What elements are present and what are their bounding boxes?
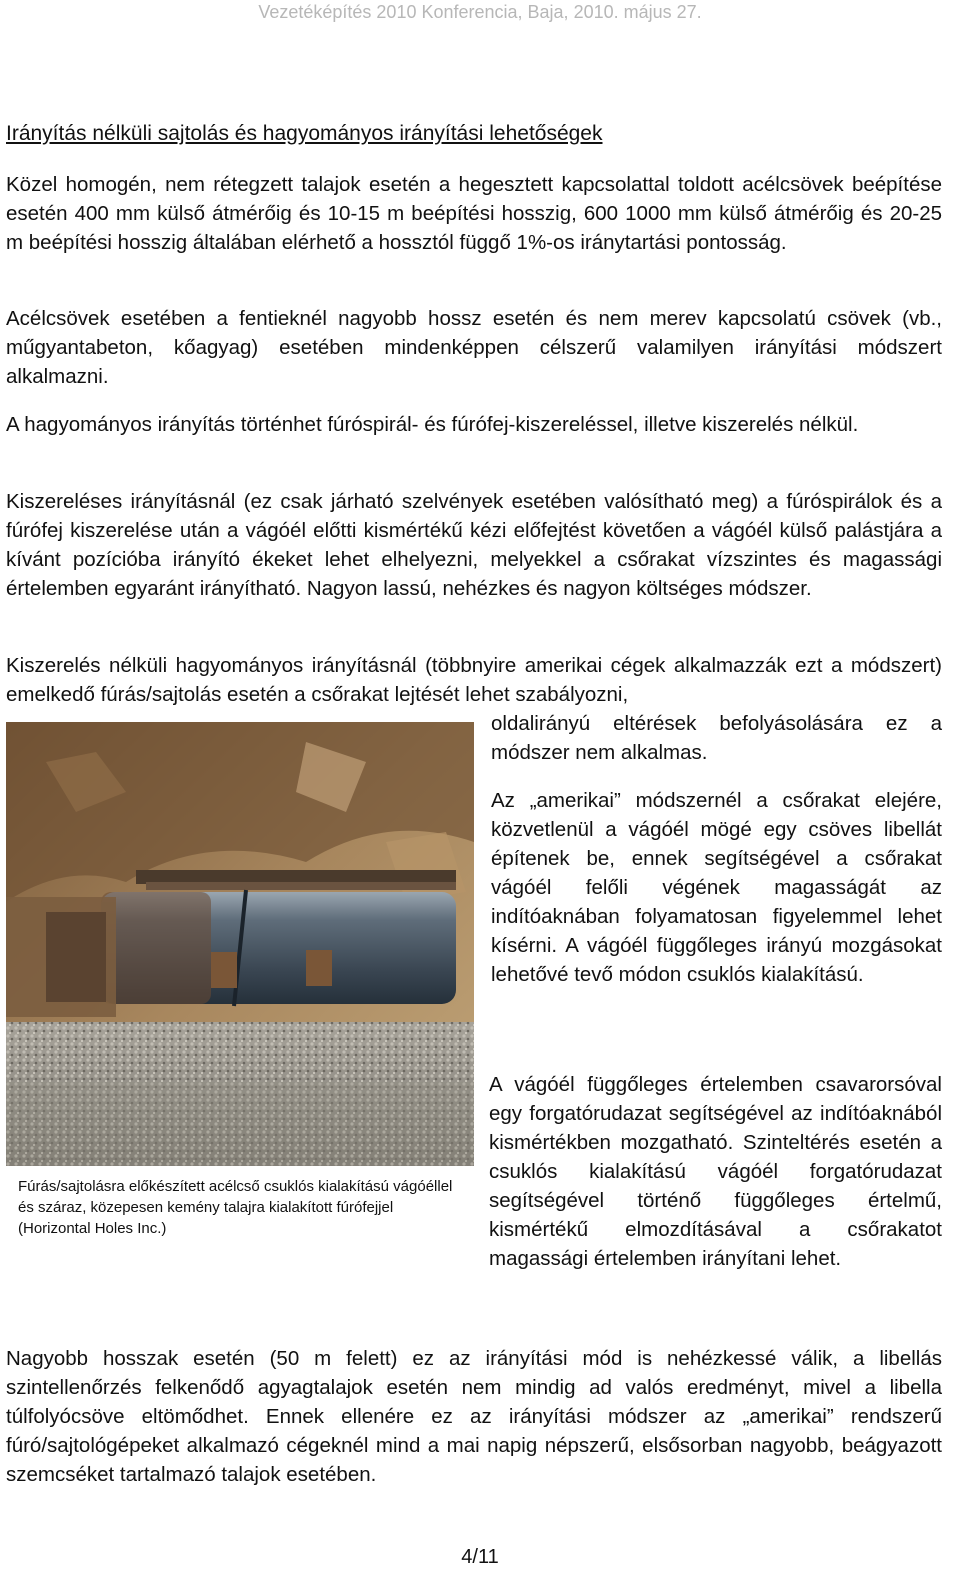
section-title: Irányítás nélküli sajtolás és hagyományos irányítási lehetőségek — [6, 122, 603, 145]
paragraph-4: Kiszereléses irányításnál (ez csak járható szelvények esetében valósítható meg) a fúróspirálok és a fúrófej kiszerelése után a vágóél előtti kismértékű kézi előfejtést követően a vágóél külső palástjára a kívánt pozícióba irányító ékeket lehet elhelyezni, melyekkel a csőrakat vízszintes és magassági értelemben egyaránt irányítható. Nagyon lassú, nehézkes és nagyon költséges módszer. — [6, 490, 942, 600]
paragraph-5-continued: oldalirányú eltérések befolyásolására ez a módszer nem alkalmas. — [491, 712, 942, 764]
paragraph-1: Közel homogén, nem rétegzett talajok esetén a hegesztett kapcsolattal toldott acélcsövek beépítése esetén 400 mm külső átmérőig és 10-15 m beépítési hosszig, 600 1000 mm külső átmérőig és 20-25 m beépítési hosszig általában elérhető a hossztól függő 1%-os iránytartási pontosság. — [6, 173, 942, 254]
paragraph-6: Az „amerikai” módszernél a csőrakat elejére, közvetlenül a vágóél mögé egy csöves libellát építenek be, ennek segítségével a csőrakat vágóél felőli végének magasságát az indítóaknában folyamatosan figyelemmel lehet kísérni. A vágóél függőleges irányú mozgásokat lehetővé tevő módon csuklós kialakítású. — [491, 789, 942, 986]
page-header: Vezetéképítés 2010 Konferencia, Baja, 2010. május 27. — [258, 2, 702, 22]
paragraph-3: A hagyományos irányítás történhet fúróspirál- és fúrófej-kiszereléssel, illetve kiszerelés nélkül. — [6, 413, 859, 436]
pipe-photo-illustration — [6, 722, 474, 1166]
paragraph-2: Acélcsövek esetében a fentieknél nagyobb hossz esetén és nem merev kapcsolatú csövek (vb., műgyantabeton, kőagyag) esetében mindenképpen célszerű valamilyen irányítási módszert alkalmazni. — [6, 307, 942, 388]
paragraph-7: A vágóél függőleges értelemben csavarorsóval egy forgatórudazat segítségével az indítóaknából kismértékben mozgatható. Szinteltérés esetén a csuklós kialakítású vágóél forgatórudazat segítségével történő függőleges értelmű, kismértékű elmozdításával a csőrakatot magassági értelemben irányítani lehet. — [489, 1073, 942, 1270]
paragraph-5: Kiszerelés nélküli hagyományos irányításnál (többnyire amerikai cégek alkalmazzák ezt a módszert) emelkedő fúrás/sajtolás esetén a csőrakat lejtését lehet szabályozni, — [6, 654, 942, 706]
paragraph-8: Nagyobb hosszak esetén (50 m felett) ez az irányítási mód is nehézkessé válik, a libellás szintellenőrzés felkenődő agyagtalajok esetén nem mindig ad valós eredményt, mivel a libella túlfolyócsöve eltömődhet. Ennek ellenére ez az irányítási módszer az „amerikai” rendszerű fúró/sajtológépeket alkalmazó cégeknél mind a mai napig népszerű, elsősorban nagyobb, beágyazott szemcséket tartalmazó talajok esetében. — [6, 1347, 942, 1486]
figure-caption: Fúrás/sajtolásra előkészített acélcső csuklós kialakítású vágóéllel és száraz, közepesen kemény talajra kialakított fúrófejjel (Horizontal Holes Inc.) — [18, 1178, 453, 1237]
figure-photo-pipe — [6, 722, 474, 1166]
page-number: 4/11 — [461, 1546, 499, 1568]
